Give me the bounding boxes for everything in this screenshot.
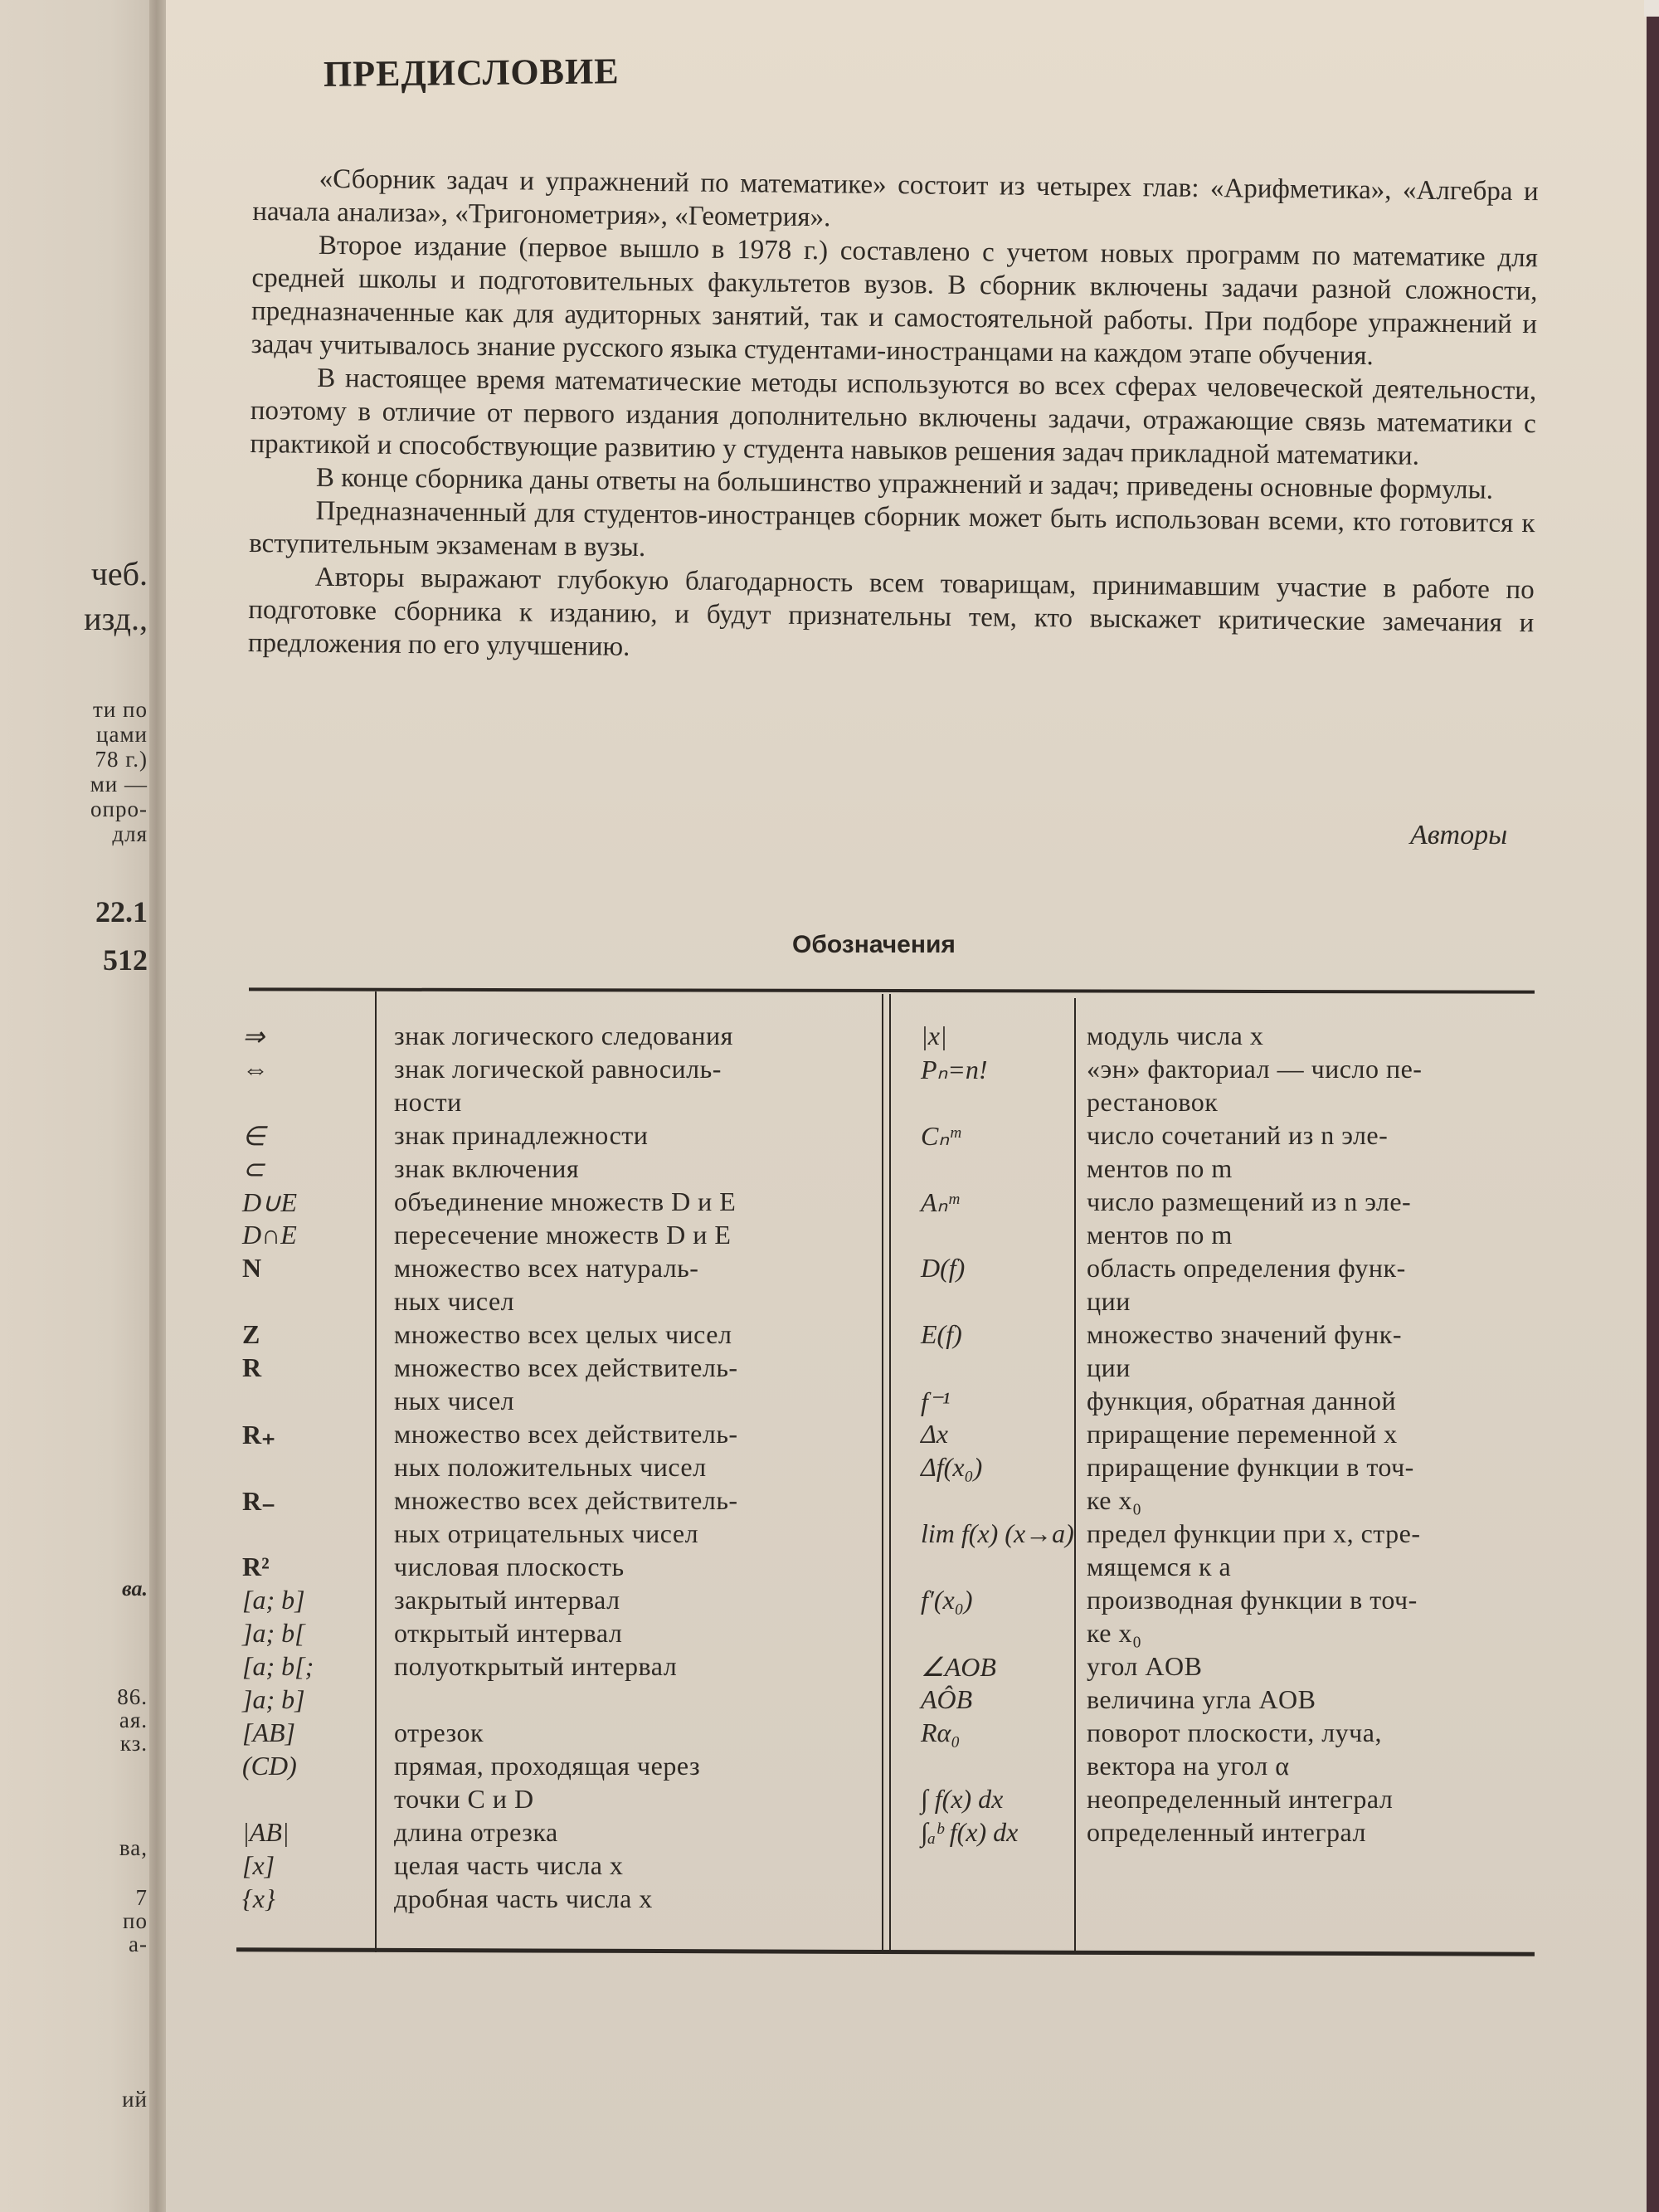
column-divider	[1074, 998, 1076, 1954]
notation-symbol: Pₙ=n!	[921, 1055, 988, 1084]
left-page-text-fragment: ий	[122, 2087, 148, 2112]
left-page-text-fragment: ми —	[90, 772, 148, 797]
notation-symbol: AÔB	[921, 1684, 973, 1714]
notation-description: ментов по m	[1087, 1153, 1233, 1183]
notation-symbol: ∫ₐᵇ f(x) dx	[921, 1817, 1019, 1847]
background-surface	[1647, 0, 1659, 2212]
notation-symbol: R²	[242, 1552, 270, 1581]
notation-symbol: {x}	[242, 1883, 275, 1913]
left-page-text-fragment: 7	[135, 1885, 148, 1910]
left-page-text-fragment: изд.,	[84, 600, 148, 637]
notation-symbol: R	[242, 1352, 262, 1382]
left-page-text-fragment: ва.	[122, 1576, 148, 1601]
notation-description: приращение переменной x	[1087, 1419, 1398, 1449]
notation-description: ных отрицательных чисел	[394, 1518, 699, 1548]
notation-description: вектора на угол α	[1087, 1751, 1290, 1781]
notation-description: рестановок	[1087, 1087, 1219, 1117]
notation-symbol: ⊂	[242, 1154, 265, 1184]
notation-symbol: lim f(x) (x→a)	[921, 1518, 1074, 1548]
notation-description: дробная часть числа x	[394, 1883, 653, 1913]
notation-symbol: ∠AOB	[921, 1652, 996, 1682]
notation-description: «эн» факториал — число пе-	[1087, 1054, 1423, 1084]
notation-description: приращение функции в точ-	[1087, 1452, 1414, 1482]
column-double-divider	[889, 994, 891, 1953]
left-page-text-fragment: 78 г.)	[95, 747, 148, 772]
notation-symbol: Δx	[921, 1419, 948, 1449]
notation-symbol: Cₙᵐ	[921, 1121, 961, 1151]
left-page-text-fragment: по	[123, 1908, 148, 1933]
notation-symbol: ⇒	[242, 1021, 265, 1051]
paragraph: Авторы выражают глубокую благодарность всем товарищам, принимавшим участие в работе по подготовке сборника к изданию, и будут признательны тем, кто выскажет критические замечания и предложения по его улучшению.	[247, 562, 1535, 662]
notation-symbol: [a; b]	[242, 1585, 305, 1615]
notation-table-title: Обозначения	[792, 931, 956, 958]
notation-description: мящемся к a	[1087, 1552, 1232, 1581]
paragraph: Второе издание (первое вышло в 1978 г.) составлено с учетом новых программ по математике для средней школы и подготовительных факультетов вузов. В сборник включены задачи разной сложности, предназначенные как для аудиторных занятий, так и самостоятельной работы. При подборе упражнений и задач учитывалось знание русского языка студентами-иностранцами на каждом этапе обучения.	[251, 230, 1539, 372]
left-page-text-fragment: 22.1	[95, 895, 148, 928]
left-page-text-fragment: для	[112, 821, 148, 846]
notation-description: определенный интеграл	[1087, 1817, 1366, 1847]
notation-description: множество всех целых чисел	[394, 1319, 732, 1349]
notation-description: ных положительных чисел	[394, 1452, 707, 1482]
notation-description: число размещений из n эле-	[1087, 1186, 1412, 1216]
notation-symbol: f⁻¹	[921, 1386, 951, 1416]
left-page-text-fragment: кз.	[119, 1731, 148, 1756]
left-page-text-fragment: ти по	[93, 697, 148, 722]
paragraph: В настоящее время математические методы используются во всех сферах человеческой деятельности, поэтому в отличие от первого издания дополнительно включены задачи, отражающие связь математики с практикой и способствующие развитию у студента навыков решения задач прикладной математики.	[250, 363, 1537, 471]
notation-description: прямая, проходящая через	[394, 1751, 701, 1781]
preface-text	[248, 162, 1539, 673]
notation-description: область определения функ-	[1087, 1253, 1406, 1283]
left-page-text-fragment: ва,	[119, 1835, 148, 1860]
notation-description: множество значений функ-	[1087, 1319, 1402, 1349]
notation-description: точки C и D	[394, 1784, 534, 1814]
left-page-text-fragment: ая.	[119, 1708, 148, 1732]
column-divider	[375, 992, 377, 1952]
notation-symbol: |AB|	[242, 1817, 289, 1847]
notation-description: ции	[1087, 1286, 1131, 1316]
notation-description: число сочетаний из n эле-	[1087, 1120, 1389, 1150]
left-page-text-fragment: чеб.	[90, 555, 148, 592]
notation-symbol: ⇔	[242, 1054, 269, 1084]
page-title: ПРЕДИСЛОВИЕ	[323, 51, 620, 95]
notation-description: ментов по m	[1087, 1220, 1233, 1250]
notation-symbol: ]a; b[	[242, 1618, 305, 1648]
left-page-text-fragment: 86.	[117, 1684, 148, 1709]
notation-symbol: [a; b[;	[242, 1651, 314, 1681]
notation-description: открытый интервал	[394, 1618, 623, 1648]
notation-symbol: Z	[242, 1319, 260, 1349]
notation-description: закрытый интервал	[394, 1585, 620, 1615]
notation-description: числовая плоскость	[394, 1552, 625, 1581]
notation-description: ке x₀	[1087, 1618, 1142, 1648]
notation-symbol: E(f)	[921, 1319, 962, 1349]
notation-symbol: [AB]	[242, 1717, 295, 1747]
notation-description: знак принадлежности	[394, 1120, 649, 1150]
notation-symbol: N	[242, 1253, 262, 1283]
notation-symbol: ]a; b]	[242, 1684, 305, 1714]
notation-description: поворот плоскости, луча,	[1087, 1717, 1382, 1747]
left-page-text-fragment: цами	[96, 722, 148, 747]
notation-description: знак логического следования	[394, 1021, 733, 1050]
notation-symbol: R₋	[242, 1486, 275, 1516]
notation-description: величина угла AOB	[1087, 1684, 1316, 1714]
background-corner	[1644, 0, 1659, 17]
notation-symbol: ∈	[242, 1121, 265, 1151]
notation-description: модуль числа x	[1087, 1021, 1264, 1050]
notation-symbol: Δf(x₀)	[921, 1452, 983, 1482]
notation-symbol: D∩E	[242, 1220, 297, 1250]
left-page-text-fragment: а-	[129, 1932, 148, 1956]
notation-description: ке x₀	[1087, 1485, 1142, 1515]
notation-description: множество всех действитель-	[394, 1352, 738, 1382]
notation-description: полуоткрытый интервал	[394, 1651, 678, 1681]
notation-symbol: R₊	[242, 1420, 275, 1449]
notation-description: ции	[1087, 1352, 1131, 1382]
paragraph: «Сборник задач и упражнений по математике» состоит из четырех глав: «Арифметика», «Алгебра и начала анализа», «Тригонометрия», «Геометрия».	[252, 163, 1539, 233]
notation-symbol: Rα₀	[921, 1717, 961, 1747]
notation-description: ных чисел	[394, 1286, 515, 1316]
notation-description: предел функции при x, стре-	[1087, 1518, 1421, 1548]
notation-symbol: (CD)	[242, 1751, 297, 1781]
notation-symbol: [x]	[242, 1850, 275, 1880]
notation-description: отрезок	[394, 1717, 484, 1747]
notation-description: пересечение множеств D и E	[394, 1220, 732, 1250]
notation-description: функция, обратная данной	[1087, 1386, 1397, 1415]
notation-description: неопределенный интеграл	[1087, 1784, 1394, 1814]
notation-description: ности	[394, 1087, 462, 1117]
notation-description: объединение множеств D и E	[394, 1186, 737, 1216]
notation-symbol: Aₙᵐ	[921, 1187, 959, 1217]
notation-symbol: f′(x₀)	[921, 1585, 973, 1615]
notation-description: множество всех натураль-	[394, 1253, 699, 1283]
signature: Авторы	[1410, 820, 1508, 850]
notation-description: знак логической равносиль-	[394, 1054, 722, 1084]
column-double-divider	[882, 994, 883, 1953]
notation-symbol: D∪E	[242, 1187, 298, 1217]
notation-description: множество всех действитель-	[394, 1485, 738, 1515]
notation-symbol: |x|	[921, 1021, 947, 1050]
notation-description: производная функции в точ-	[1087, 1585, 1418, 1615]
paragraph: Предназначенный для студентов-иностранцев сборник может быть использован всеми, кто готовится к вступительным экзаменам в вузы.	[248, 495, 1535, 563]
left-page-text-fragment: 512	[103, 943, 148, 977]
paragraph: В конце сборника даны ответы на большинство упражнений и задач; приведены основные формулы.	[315, 462, 1494, 505]
notation-description: угол AOB	[1087, 1651, 1203, 1681]
notation-description: знак включения	[394, 1153, 580, 1183]
notation-symbol: D(f)	[921, 1253, 966, 1283]
notation-description: множество всех действитель-	[394, 1419, 738, 1449]
notation-description: длина отрезка	[394, 1817, 558, 1847]
book-gutter	[149, 0, 168, 2212]
notation-description: целая часть числа x	[394, 1850, 624, 1880]
notation-description: ных чисел	[394, 1386, 515, 1415]
notation-symbol: ∫ f(x) dx	[921, 1784, 1004, 1814]
previous-page-fragment	[0, 0, 158, 2212]
left-page-text-fragment: опро-	[90, 797, 148, 821]
